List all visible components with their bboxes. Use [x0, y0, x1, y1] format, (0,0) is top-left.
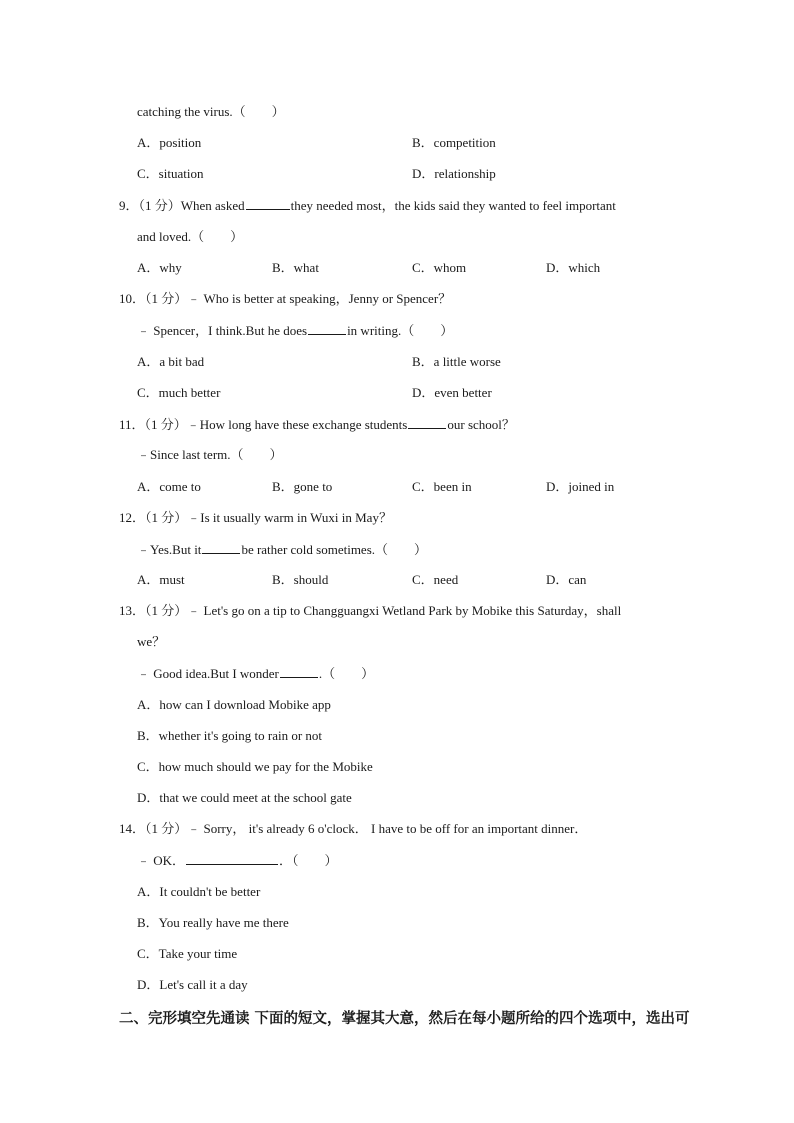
q9-stem-end: they needed most，the kids said they wanted to feel important — [290, 198, 616, 213]
q13-stem: 13．（1 分）﹣ Let's go on a tip to Changguangxi Wetland Park by Mobike this Saturday，shall — [119, 603, 622, 618]
q12-option-b: B．should — [272, 572, 329, 587]
q12-reply — [137, 541, 427, 558]
q12-answer-blank — [202, 541, 240, 554]
q9-option-d: D．which — [546, 260, 601, 275]
q9-answer-blank — [246, 197, 290, 210]
q11-stem — [119, 416, 515, 433]
q13-option-c: C．how much should we pay for the Mobike — [137, 759, 373, 774]
q11-answer-blank — [408, 416, 446, 429]
q11-option-c: C．been in — [412, 479, 472, 494]
q13-reply-end: .（ ） — [318, 666, 375, 681]
q10-reply-end: in writing.（ ） — [347, 323, 454, 338]
q8-option-a: A．position — [137, 135, 202, 150]
q11-reply: ﹣Since last term.（ ） — [137, 447, 283, 462]
q14-stem: 14．（1 分）﹣ Sorry， it's already 6 o'clock． I have to be off for an important dinner． — [119, 821, 588, 836]
q13-continuation: we？ — [137, 634, 166, 649]
q12-stem: 12．（1 分）﹣Is it usually warm in Wuxi in May？ — [119, 510, 392, 525]
q13-option-b: B．whether it's going to rain or not — [137, 728, 323, 743]
q9-option-c: C．whom — [412, 260, 467, 275]
q10-option-b: B．a little worse — [412, 354, 501, 369]
section-two-heading: 二、完形填空先通读 下面的短文，掌握其大意，然后在每小题所给的四个选项中，选出可 — [119, 1011, 690, 1027]
q9-stem-start: 9．（1 分）When asked — [119, 198, 245, 213]
q12-option-a: A．must — [137, 572, 185, 587]
q10-option-a: A．a bit bad — [137, 354, 205, 369]
q9-option-a: A．why — [137, 260, 182, 275]
q10-reply-start: ﹣ Spencer，I think.But he does — [137, 323, 308, 338]
q13-option-a: A．how can I download Mobike app — [137, 697, 331, 712]
q14-option-a: A．It couldn't be better — [137, 884, 261, 899]
q10-stem: 10．（1 分）﹣ Who is better at speaking，Jenny or Spencer？ — [119, 291, 452, 306]
q14-option-c: C．Take your time — [137, 946, 238, 961]
q14-answer-blank — [186, 852, 278, 865]
q12-option-d: D．can — [546, 572, 587, 587]
q9-option-b: B．what — [272, 260, 319, 275]
q10-option-d: D．even better — [412, 385, 492, 400]
q13-answer-blank — [280, 665, 318, 678]
q12-reply-end: be rather cold sometimes.（ ） — [241, 542, 428, 557]
q13-reply-start: ﹣ Good idea.But I wonder — [137, 666, 279, 681]
q10-answer-blank — [308, 322, 346, 335]
q8-option-d: D．relationship — [412, 166, 496, 181]
q14-reply-start: ﹣ OK． — [137, 853, 186, 868]
q10-option-c: C．much better — [137, 385, 221, 400]
q13-reply — [137, 665, 374, 682]
q9-stem — [119, 197, 616, 214]
q11-option-b: B．gone to — [272, 479, 333, 494]
q13-option-d: D．that we could meet at the school gate — [137, 790, 352, 805]
q12-reply-start: ﹣Yes.But it — [137, 542, 202, 557]
q11-stem-start: 11．（1 分）﹣How long have these exchange students — [119, 417, 408, 432]
q8-continuation: catching the virus.（ ） — [137, 104, 285, 119]
q12-option-c: C．need — [412, 572, 459, 587]
q11-stem-end: our school？ — [447, 417, 515, 432]
q8-option-b: B．competition — [412, 135, 496, 150]
q14-option-b: B．You really have me there — [137, 915, 289, 930]
q14-reply-end: ．（ ） — [279, 853, 338, 868]
q14-option-d: D．Let's call it a day — [137, 977, 248, 992]
q10-reply — [137, 322, 453, 339]
q8-option-c: C．situation — [137, 166, 204, 181]
q11-option-d: D．joined in — [546, 479, 615, 494]
q11-option-a: A．come to — [137, 479, 201, 494]
q9-continuation: and loved.（ ） — [137, 229, 244, 244]
q14-reply — [137, 852, 338, 869]
